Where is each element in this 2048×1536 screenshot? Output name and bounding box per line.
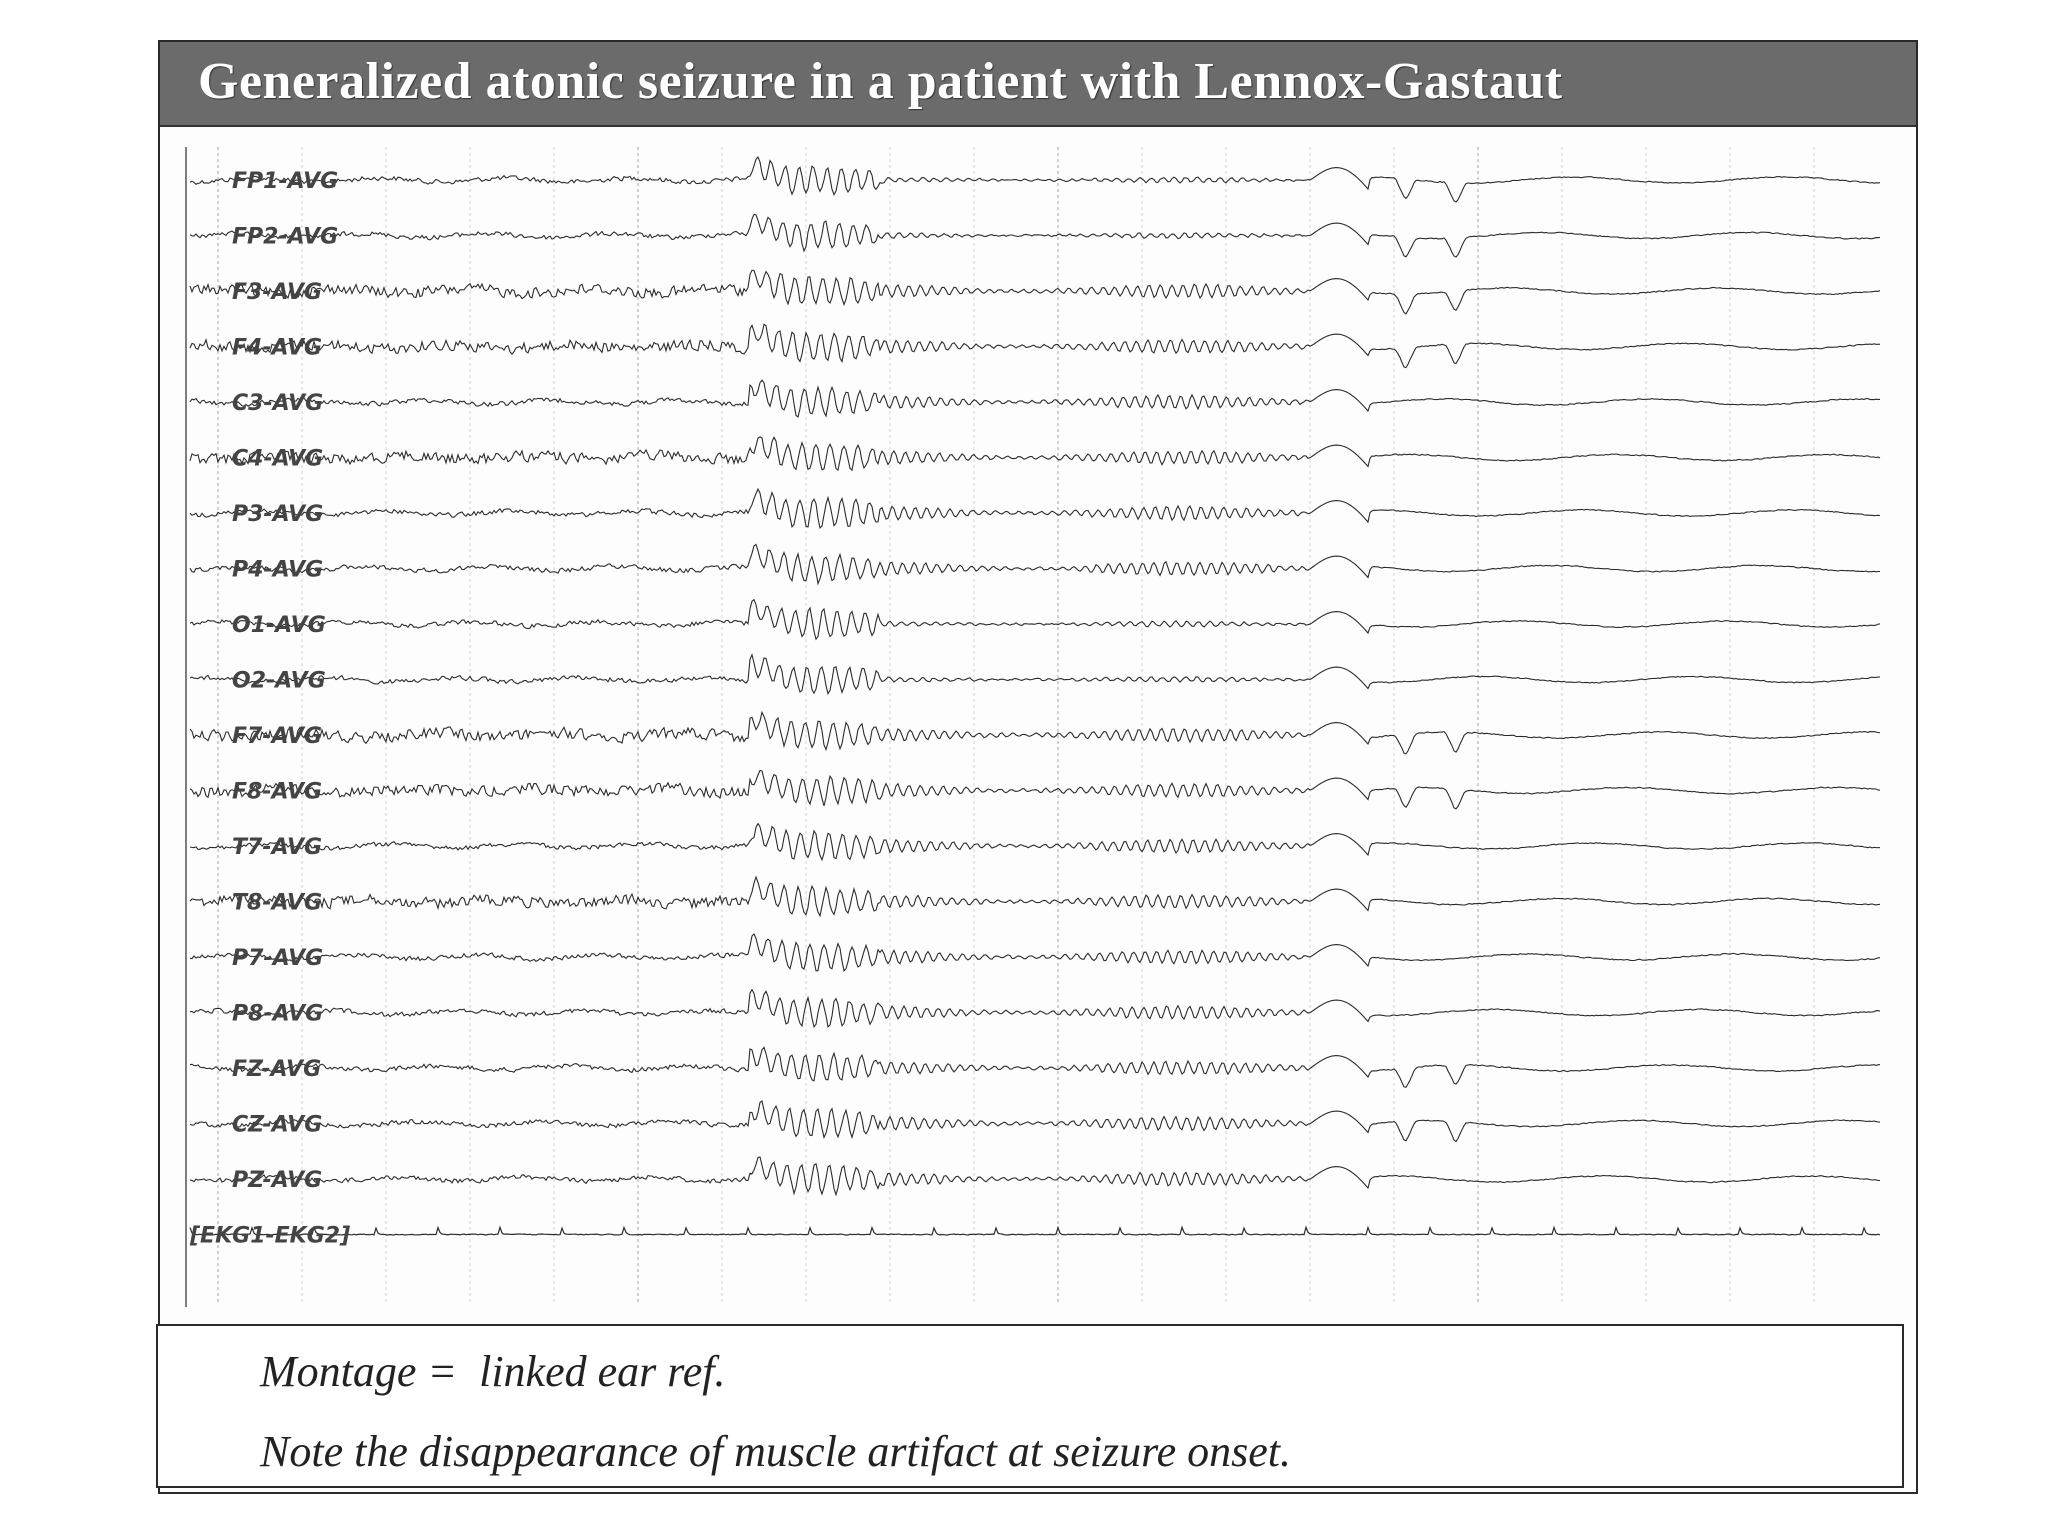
- channel-label: P8-AVG: [232, 1001, 324, 1027]
- channel-label: FZ-AVG: [232, 1057, 322, 1082]
- channel-label: F4-AVG: [232, 335, 323, 361]
- channel-label: C3-AVG: [232, 391, 324, 416]
- eeg-trace: [190, 712, 1880, 754]
- channel-labels: [189, 169, 350, 1249]
- eeg-trace: [190, 770, 1880, 808]
- eeg-trace: [190, 270, 1880, 314]
- eeg-trace: [190, 600, 1880, 640]
- channel-label: PZ-AVG: [232, 1168, 323, 1193]
- channel-label: CZ-AVG: [232, 1112, 323, 1138]
- time-grid: [186, 147, 1814, 1307]
- eeg-trace: [190, 877, 1880, 916]
- eeg-trace: [190, 990, 1880, 1027]
- eeg-trace: [190, 824, 1880, 860]
- channel-label: C4-AVG: [232, 446, 324, 472]
- title-bar: [160, 42, 1916, 127]
- note-caption: Note the disappearance of muscle artifact at seizure onset.: [260, 1427, 1291, 1476]
- eeg-trace: [190, 545, 1880, 584]
- channel-label: F8-AVG: [232, 779, 323, 805]
- eeg-trace: [190, 437, 1880, 470]
- channel-label: FP2-AVG: [232, 224, 339, 250]
- eeg-trace: [190, 324, 1880, 367]
- eeg-recording: [160, 127, 1916, 1322]
- channel-label: O1-AVG: [232, 613, 326, 638]
- channel-label: T8-AVG: [232, 890, 323, 916]
- eeg-traces: [190, 157, 1880, 1235]
- eeg-trace: [190, 934, 1880, 971]
- channel-label: P4-AVG: [232, 557, 324, 583]
- channel-label: F7-AVG: [232, 724, 323, 749]
- eeg-trace: [190, 655, 1880, 694]
- eeg-trace: [190, 157, 1880, 202]
- caption-box: [156, 1324, 1904, 1488]
- channel-label: [EKG1-EKG2]: [190, 1223, 351, 1249]
- channel-label: P7-AVG: [232, 946, 324, 971]
- channel-label: O2-AVG: [232, 668, 326, 694]
- channel-label: T7-AVG: [232, 835, 323, 860]
- channel-label: P3-AVG: [232, 502, 324, 527]
- figure-title: Generalized atonic seizure in a patient with Lennox-Gastaut: [198, 53, 1563, 110]
- eeg-trace: [190, 1047, 1880, 1087]
- eeg-trace: [190, 1157, 1880, 1195]
- eeg-trace: [190, 1101, 1880, 1142]
- eeg-trace: [190, 1227, 1880, 1235]
- eeg-trace: [190, 489, 1880, 528]
- eeg-trace: [190, 380, 1880, 417]
- eeg-trace: [190, 214, 1880, 257]
- eeg-figure: [158, 40, 1918, 1494]
- channel-label: FP1-AVG: [232, 169, 339, 194]
- montage-caption: Montage = linked ear ref.: [260, 1347, 726, 1396]
- channel-label: F3-AVG: [232, 280, 323, 305]
